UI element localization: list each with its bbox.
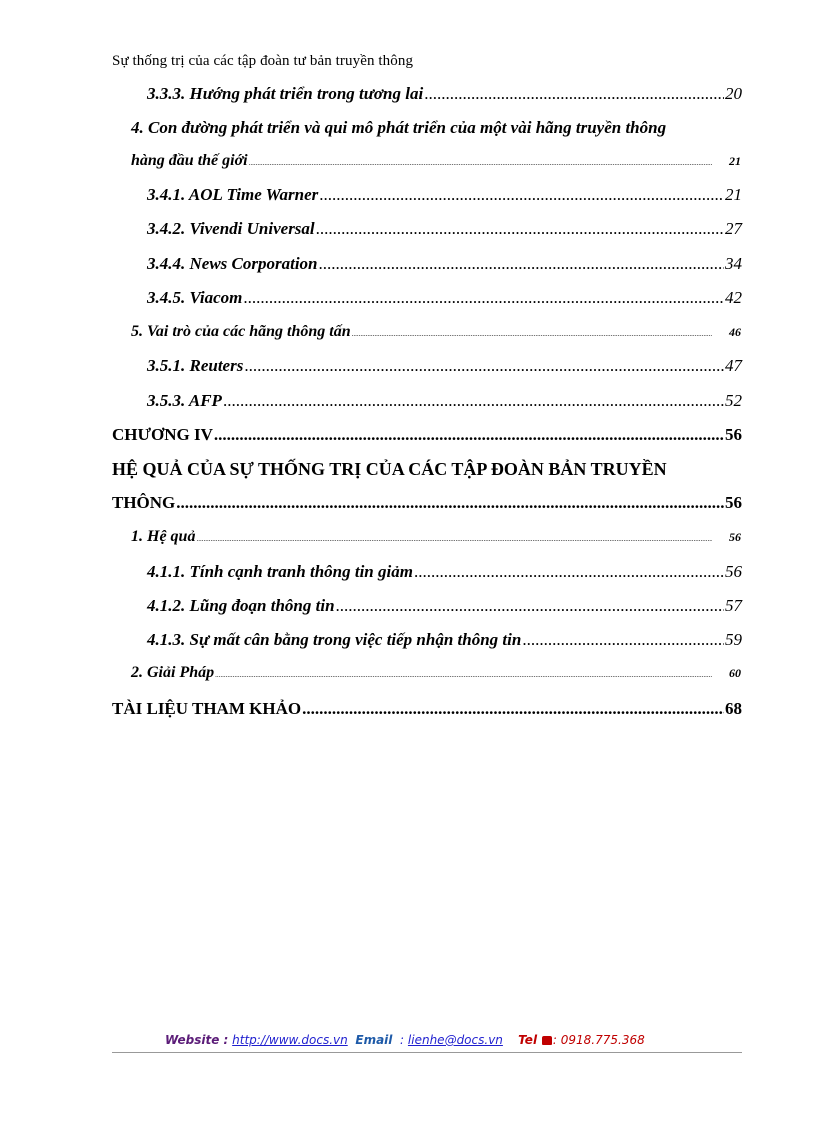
toc-entry-label: 5. Vai trò của các hãng thông tấn	[131, 323, 351, 340]
toc-page-number: 21	[729, 154, 741, 168]
toc-entry-label: 3.5.1. Reuters	[147, 356, 244, 375]
toc-entry-4-1-1[interactable]	[147, 562, 742, 582]
toc-entry-4-1-2[interactable]	[147, 596, 742, 616]
toc-leader	[176, 493, 724, 513]
toc-entry-5[interactable]	[131, 323, 741, 341]
footer-divider	[112, 1052, 742, 1053]
toc-page-number: 34	[725, 254, 742, 273]
toc-entry-3-4-2[interactable]	[147, 219, 742, 239]
toc-entry-label: THÔNG	[112, 493, 176, 512]
toc-entry-3-3-3[interactable]	[147, 84, 742, 104]
toc-page-number: 56	[725, 425, 742, 444]
toc-page-number: 56	[725, 493, 742, 512]
toc-entry-label: hàng đầu thế giới	[131, 152, 248, 169]
toc-page-number: 57	[725, 596, 742, 615]
toc-entry-he-qua-line1[interactable]: HỆ QUẢ CỦA SỰ THỐNG TRỊ CỦA CÁC TẬP ĐOÀN BẢN TRUYỀN	[112, 459, 667, 479]
toc-leader	[215, 671, 712, 679]
toc-page-number: 46	[729, 325, 741, 339]
toc-page-number: 56	[729, 530, 741, 544]
toc-leader	[336, 596, 724, 616]
website-label: Website :	[165, 1033, 229, 1047]
toc-page-number: 59	[725, 630, 742, 649]
toc-entry-label: 1. Hệ quả	[131, 528, 196, 545]
toc-page-number: 68	[725, 699, 742, 718]
toc-page-number: 42	[725, 288, 742, 307]
toc-leader	[302, 699, 724, 719]
toc-leader	[214, 425, 724, 445]
toc-page-number: 21	[725, 185, 742, 204]
toc-entry-label: TÀI LIỆU THAM KHẢO	[112, 699, 302, 718]
toc-entry-3-5-1[interactable]	[147, 356, 742, 376]
toc-page-number: 20	[725, 84, 742, 103]
tel-label: Tel	[518, 1033, 538, 1047]
toc-entry-label: 2. Giải Pháp	[131, 664, 215, 681]
toc-leader	[319, 185, 724, 205]
toc-entry-4-line1[interactable]: 4. Con đường phát triển và qui mô phát triển của một vài hãng truyền thông	[131, 118, 667, 137]
phone-number: : 0918.775.368	[552, 1033, 645, 1047]
toc-entry-3-5-3[interactable]	[147, 391, 742, 411]
toc-entry-label: 4.1.1. Tính cạnh tranh thông tin giảm	[147, 562, 413, 581]
toc-entry-3-4-1[interactable]	[147, 185, 742, 205]
toc-entry-label: 3.3.3. Hướng phát triển trong tương lai	[147, 84, 424, 103]
toc-leader	[243, 288, 724, 308]
toc-leader	[223, 391, 724, 411]
toc-page-number: 47	[725, 356, 742, 375]
toc-leader	[522, 630, 724, 650]
toc-entry-chuong-iv[interactable]	[112, 425, 742, 445]
toc-entry-label: 4.1.2. Lũng đoạn thông tin	[147, 596, 335, 615]
toc-entry-label: 4.1.3. Sự mất cân bằng trong việc tiếp nhận thông tin	[147, 630, 522, 649]
toc-entry-label: 3.4.1. AOL Time Warner	[147, 185, 319, 204]
toc-entry-4[interactable]	[131, 152, 741, 170]
toc-entry-3-4-4[interactable]	[147, 254, 742, 274]
toc-entry-label: CHƯƠNG IV	[112, 425, 213, 444]
page-header: Sự thống trị của các tập đoàn tư bản truyền thông	[112, 53, 414, 69]
toc-entry-1-he-qua[interactable]	[131, 528, 741, 546]
toc-leader	[319, 254, 725, 274]
toc-leader	[249, 159, 712, 167]
toc-leader	[352, 330, 712, 338]
phone-icon	[542, 1036, 552, 1045]
toc-page-number: 60	[729, 666, 741, 680]
email-label: Email	[355, 1033, 393, 1047]
toc-leader	[196, 535, 712, 543]
toc-entry-2-giai-phap[interactable]	[131, 664, 741, 682]
page-footer	[165, 1033, 645, 1047]
toc-leader	[316, 219, 724, 239]
toc-leader	[414, 562, 724, 582]
toc-entry-label: 3.4.2. Vivendi Universal	[147, 219, 315, 238]
toc-entry-4-1-3[interactable]	[147, 630, 742, 650]
toc-entry-3-4-5[interactable]	[147, 288, 742, 308]
toc-page-number: 52	[725, 391, 742, 410]
toc-entry-tai-lieu[interactable]	[112, 699, 742, 719]
website-link[interactable]: http://www.docs.vn	[232, 1033, 348, 1047]
toc-page-number: 56	[725, 562, 742, 581]
toc-entry-label: 3.4.5. Viacom	[147, 288, 243, 307]
toc-leader	[244, 356, 724, 376]
email-link[interactable]: lienhe@docs.vn	[407, 1033, 503, 1047]
toc-entry-he-qua[interactable]	[112, 493, 742, 513]
toc-page-number: 27	[725, 219, 742, 238]
toc-entry-label: 3.5.3. AFP	[147, 391, 222, 410]
toc-leader	[424, 84, 724, 104]
toc-entry-label: 3.4.4. News Corporation	[147, 254, 318, 273]
email-separator: :	[400, 1033, 405, 1047]
